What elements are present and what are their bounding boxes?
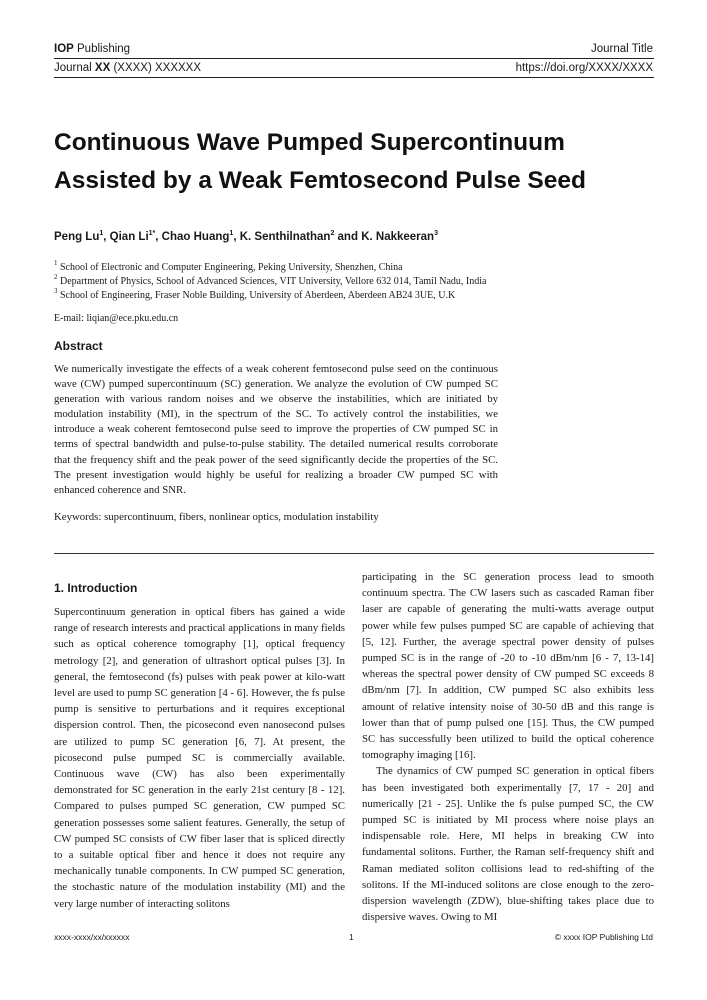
author-affiliation-mark: 1*	[148, 230, 156, 237]
journal-title: Journal Title	[590, 43, 653, 55]
author-name: K. Nakkeeran	[361, 231, 435, 243]
intro-heading: 1. Introduction	[54, 581, 138, 595]
intro-paragraph-2: The dynamics of CW pumped SC generation in optical fibers has been investigated both experimentally [7, 17 - 20] and numerically [21 - 25]. Unlike the fs pulse pumped SC, the CW pumped SC is initiated by MI process where noise plays an indispensable role. Here, MI helps in breaking CW into fundamental solitons. Further, the Raman self-frequency shift and Raman mediated soliton collisions lead to red-shifting of the solitons. If the MI-induced solitons are close enough to the zero-dispersion wavelength (ZDW), blue-shifting takes place due to dispersive waves. Owing to MI	[362, 765, 654, 924]
section-divider	[54, 553, 654, 554]
author-affiliation-mark: 3	[434, 230, 438, 237]
author-name: Peng Lu	[54, 231, 100, 243]
author-affiliation-mark: 1	[229, 230, 234, 237]
keywords: Keywords: supercontinuum, fibers, nonlinear optics, modulation instability	[54, 511, 379, 523]
contact-email[interactable]: E-mail: liqian@ece.pku.edu.cn	[54, 313, 179, 324]
abstract-text: We numerically investigate the effects of a weak coherent femtosecond pulse seed on the continuous wave (CW) pumped supercontinuum (SC) generation. We analyze the evolution of CW pumped SC generation with various random noises and we observe the instabilities, which are initiated by modulation instability (MI), in the spectrum of the SC. To actively control the instabilities, we introduce a weak coherent femtosecond pulse seed to improve the properties of CW pumped SC in terms of spectral bandwidth and pulse-to-pulse stability. The detailed numerical results corroborate that the frequency shift and the peak power of the seed significantly decide the properties of the SC. The present investigation would highly be useful for realizing a broader CW pumped SC with enhanced coherence and SNR.	[54, 363, 498, 496]
intro-paragraph-1: Supercontinuum generation in optical fibers has gained a wide range of research interests and practical applications in many fields such as optical coherence tomography [1], optical frequency metrology [2], and generation of ultrashort optical pulses [3]. In general, the femtosecond (fs) pulses with peak power at kilo-watt level are used to pump SC generation [4 - 6]. However, the fs pulse pump is sensitive to perturbations and it requires exceptional dispersion control. Then, the picosecond even nanosecond pulses are utilized to pump SC generation [6, 7]. At present, the picosecond pulse pumped SC is commercially available. Continuous wave (CW) has also been experimentally demonstrated for SC generation in the early 21st century [8 - 12]. Compared to pulses pumped SC generation, CW pumped SC generation possesses some salient features. Generally, the setup of CW pumped SC consists of CW fiber laser that is spliced directly to a suitable optical fiber and hence it does not require any mechanically tunable components. In CW pumped SC generation, the stochastic nature of the modulation instability (MI) and the very large number of interacting solitons	[54, 606, 345, 910]
header-rule-top	[54, 58, 654, 59]
author-name: Chao Huang	[161, 231, 230, 243]
author-name: Qian Li	[109, 231, 149, 243]
footer-copyright: © xxxx IOP Publishing Ltd	[554, 932, 653, 942]
page-number: 1	[349, 932, 354, 942]
footer-issn: xxxx-xxxx/xx/xxxxxx	[54, 932, 130, 942]
abstract-heading: Abstract	[54, 339, 103, 353]
author-list: Peng Lu$^1$, Qian $Li^{1*}$, Chao Huang$^1$, K. Senthilnathan$^2$ and K. Nakkeeran$^3$	[54, 230, 438, 243]
intro-right-column	[362, 569, 654, 925]
doi-link[interactable]: https://doi.org/XXXX/XXXX	[515, 62, 653, 74]
publisher-name: IOP Publishing	[54, 43, 131, 55]
author-affiliation-mark: 2	[330, 230, 335, 237]
author-name: K. Senthilnathan	[239, 231, 331, 243]
intro-paragraph-1-continued: participating in the SC generation process lead to smooth continuum spectra. The CW lasers such as cascaded Raman fiber laser are capable of generating the multi-watts average output power while few pulses pumped SC are capable of achieving that [5, 12]. Further, the average spectral power density of pulses pumped SC is in the range of -20 to -10 dBm/nm [6 - 7, 13-14] whereas the spectral power density of CW pumped SC exceeds 8 dBm/nm [7]. In addition, CW pumped SC also exhibits less amount of relative intensity noise of 30-50 dB and this range is lower than that of pump pulsed one [15]. Thus, the CW pumped SC has successfully been utilized to build the optical coherence tomography imaging [16].	[362, 571, 654, 762]
intro-left-column	[54, 604, 345, 912]
affiliation-2: $^2$ Department of Physics, School of Advanced Sciences, VIT University, Vellore 632 014, Tamil Nadu, India	[54, 273, 487, 287]
header-rule-bottom	[54, 77, 654, 78]
affiliation-1: $^1$ School of Electronic and Computer Engineering, Peking University, Shenzhen, China	[54, 259, 403, 273]
affiliation-3: $^3$ School of Engineering, Fraser Noble Building, University of Aberdeen, Aberdeen AB24 3UE, U.K	[54, 287, 456, 301]
journal-citation: Journal XX (XXXX) XXXXXX	[54, 62, 202, 74]
author-affiliation-mark: 1	[99, 230, 104, 237]
paper-title: Continuous Wave Pumped Supercontinuum Assisted by a Weak Femtosecond Pulse Seed	[54, 129, 586, 194]
